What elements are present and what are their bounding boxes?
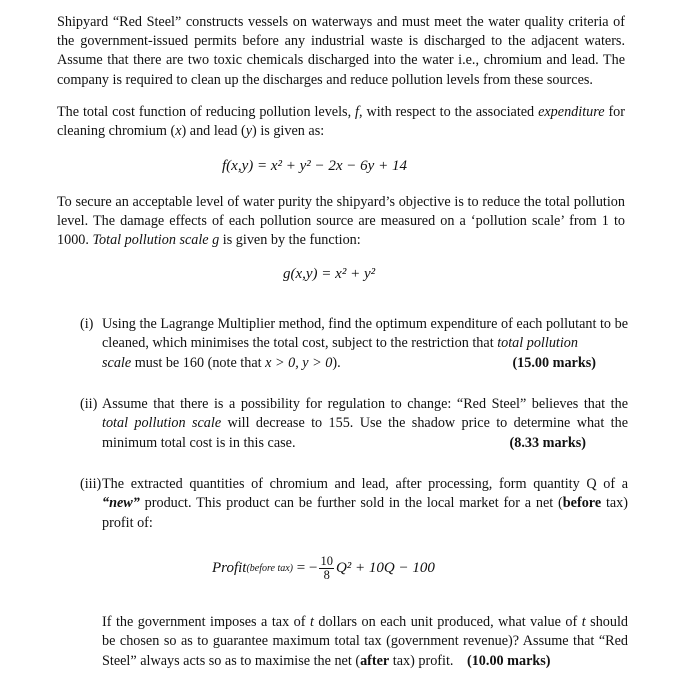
profit-subscript: (before tax) [246, 563, 294, 574]
p2-var-y: y [245, 123, 253, 140]
question-i-label: (i) [80, 316, 94, 332]
q3-text-b: product. This product can be further sold in the local market for a net ( [139, 495, 563, 512]
question-iii-part-2 [102, 613, 628, 671]
question-i-marks: (15.00 marks) [512, 354, 596, 371]
p2-text-d: ) and lead ( [181, 123, 246, 140]
q3-tax-c: should be chosen so as to guarantee maximum total tax (government revenue)? Assume that “Red Steel” always acts so as to maximise the net ( [102, 614, 629, 669]
q2-text-b: will decrease to 155. Use the shadow price to determine what the minimum total cost is in this case. [102, 415, 628, 451]
q1-scale: scale [102, 354, 132, 371]
profit-equals: = − [293, 560, 318, 576]
q3-after: after [360, 652, 390, 669]
fraction-denominator: 8 [323, 568, 330, 582]
intro-paragraph-1 [57, 13, 625, 90]
p3-text-b: is given by the function: [219, 232, 361, 249]
p2-text-e: ) is given as: [252, 123, 325, 140]
question-iii-label: (iii) [80, 476, 102, 492]
q3-before: before [562, 495, 602, 512]
q2-total-pollution-scale: total pollution scale [102, 415, 222, 432]
p2-text-c: for cleaning chromium ( [57, 104, 625, 140]
question-ii-marks: (8.33 marks) [509, 434, 586, 451]
q1-text-c: must be 160 (note that [131, 354, 266, 371]
p2-var-f: f [355, 104, 359, 120]
question-iii-marks: (10.00 marks) [466, 652, 551, 669]
q3-var-t1: t [309, 614, 314, 630]
q1-text-a: Using the Lagrange Multiplier method, find the optimum expenditure of each pollutant to be cleaned, which minimises the total cost, subject to the restriction that [102, 316, 628, 352]
p3-var-g: g [212, 232, 220, 249]
question-iii-body [102, 475, 628, 533]
q3-tax-a: If the government imposes a tax of [102, 614, 310, 630]
q3-var-t2: t [581, 614, 586, 630]
q1-last-line [102, 354, 628, 373]
profit-tail: Q² + 10Q − 100 [335, 560, 435, 576]
p2-text-b: , with respect to the associated [358, 104, 539, 120]
q1-total-pollution: total pollution [497, 335, 578, 352]
profit-word: Profit [212, 560, 247, 576]
q3-tax-text [102, 613, 628, 671]
profit-fraction [319, 555, 334, 582]
intro-paragraph-3 [57, 193, 625, 251]
intro-text-1: Shipyard “Red Steel” constructs vessels on waterways and must meet the water quality criteria of the government-issued permits before any industrial waste is discharged to the adjacent waters. Assume that there are two toxic chemicals discharged into the water i.e., chromium and lead. The company is required to clean up the discharges and reduce pollution levels from these sources. [57, 14, 625, 88]
q1-condition: x > 0, y > 0 [265, 354, 333, 371]
q3-tax-b: dollars on each unit produced, what value of [313, 614, 582, 630]
q3-tax-d: tax) profit. [389, 652, 454, 669]
q2-text-a: Assume that there is a possibility for regulation to change: “Red Steel” believes that the [102, 396, 628, 412]
p3-total-pollution-scale: Total pollution scale [92, 232, 213, 249]
question-ii-label: (ii) [80, 396, 98, 412]
p2-expenditure: expenditure [538, 104, 605, 120]
pollution-function-equation: g(x,y) = x² + y² [283, 266, 376, 282]
q3-text-a: The extracted quantities of chromium and lead, after processing, form quantity Q of a [102, 476, 628, 492]
q3-new: “new” [102, 495, 140, 512]
q1-text-d: ). [332, 354, 341, 371]
question-i [80, 315, 628, 373]
fraction-numerator: 10 [320, 554, 333, 568]
question-ii [80, 395, 628, 453]
p2-text-a: The total cost function of reducing pollution levels, [57, 104, 356, 120]
p3-text-a: To secure an acceptable level of water purity the shipyard’s objective is to reduce the total pollution level. The damage effects of each pollution source are measured on a ‘pollution scale’ from 1 to 1000. [57, 194, 625, 249]
intro-paragraph-2 [57, 103, 625, 141]
q3-text-c: tax) profit of: [102, 495, 628, 531]
question-iii [80, 475, 628, 533]
question-ii-body [102, 395, 628, 453]
cost-function-equation: f(x,y) = x² + y² − 2x − 6y + 14 [222, 158, 407, 174]
profit-equation [212, 555, 435, 582]
p2-var-x: x [175, 123, 182, 140]
question-i-body [102, 315, 628, 373]
